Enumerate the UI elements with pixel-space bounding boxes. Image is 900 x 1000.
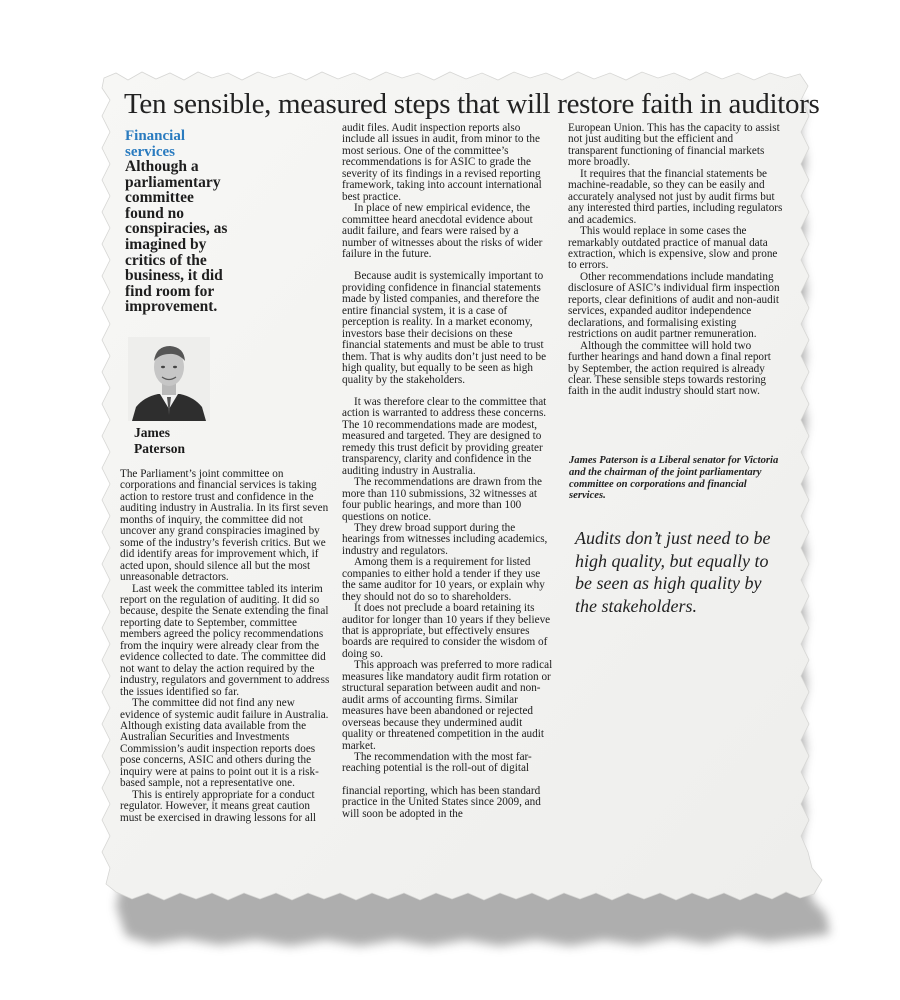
byline: James Paterson xyxy=(134,425,185,456)
paragraph: It was therefore clear to the committee that action is warranted to address these concerns. The 10 recommendations made are modest, measured and targeted. They are designed to remedy this trust deficit by providing greater transparency, clarity and confidence in the auditing industry in Australia. xyxy=(342,395,547,477)
paragraph: The committee did not find any new evidence of systemic audit failure in Australia. Although existing data available from the Australian Securities and Investments Commission’s audit inspection reports does pose concerns, ASIC and others during the inquiry were at pains to point out it is a risk-based sample, not a representative one. xyxy=(120,697,329,790)
section-label: Financial services xyxy=(125,128,186,160)
paragraph: financial reporting, which has been standard practice in the United States since 2009, and will soon be adopted in the xyxy=(342,784,541,820)
paragraph: Because audit is systemically important to providing confidence in financial statements made by listed companies, and therefore the entire financial system, it is a case of perception is reality. In a market economy, investors base their decisions on these financial statements and must be able to trust them. That is why audits don’t just need to be high quality, but equally to be seen as high quality by the stakeholders. xyxy=(342,270,547,386)
paragraph: It does not preclude a board retaining its auditor for longer than 10 years if they believe that is appropriate, but effectively ensures boards are required to consider the wisdom of doing so. xyxy=(342,602,551,660)
paragraph: In place of new empirical evidence, the committee heard anecdotal evidence about audit failure, and fears were raised by a number of witnesses about the risks of wider failure in the future. xyxy=(342,202,543,260)
paragraph: European Union. This has the capacity to assist not just auditing but the efficient and transparent functioning of financial markets more broadly. xyxy=(568,122,780,169)
paragraph: Other recommendations include mandating disclosure of ASIC’s individual firm inspection reports, clear definitions of audit and non-audit services, expanded auditor independence declarations, and formalising existing restrictions on audit partner remuneration. xyxy=(568,270,780,341)
author-photo xyxy=(128,337,210,421)
paragraph: The Parliament’s joint committee on corporations and financial services is taking action to restore trust and confidence in the auditing industry in Australia. In its first seven months of inquiry, the committee did not uncover any grand conspiracies imagined by some of the industry’s feverish critics. But we did identify areas for improvement which, if acted upon, should silence all but the most unreasonable detractors. xyxy=(120,468,329,584)
author-tagline: James Paterson is a Liberal senator for Victoria and the chairman of the joint parliamentary committee on corporations and financial services. xyxy=(569,455,779,502)
paragraph: This would replace in some cases the remarkably outdated practice of manual data extraction, which is expensive, slow and prone to errors. xyxy=(568,225,778,272)
paragraph: Last week the committee tabled its interim report on the regulation of auditing. It did so because, despite the Senate extending the final reporting date to September, committee members agreed the policy recommendations from the inquiry were already clear from the evidence collected to date. The committee did not want to delay the action required by the industry, regulators and government to address the issues identified so far. xyxy=(120,582,330,698)
paragraph: audit files. Audit inspection reports also include all issues in audit, from minor to the most serious. One of the committee’s recommendations is for ASIC to grade the severity of its findings in a revised reporting framework, taking into account international best practice. xyxy=(342,122,542,203)
column-2 xyxy=(342,123,554,820)
paragraph: Although the committee will hold two further hearings and hand down a final report by September, the action required is already clear. These sensible steps towards restoring faith in the audit industry should start now. xyxy=(568,339,771,398)
headline: Ten sensible, measured steps that will restore faith in auditors xyxy=(124,88,820,120)
column-1 xyxy=(120,469,332,824)
paragraph: Among them is a requirement for listed companies to either hold a tender if they use the same auditor for 10 years, or explain why they should not do so to shareholders. xyxy=(342,556,545,603)
paragraph: It requires that the financial statements be machine-readable, so they can be easily and accurately analysed not just by audit firms but any interested third parties, including regulators and academics. xyxy=(568,167,783,226)
paragraph: This is entirely appropriate for a conduct regulator. However, it means great caution must be exercised in drawing lessons for all xyxy=(120,788,317,824)
standfirst: Although a parliamentary committee found no conspiracies, as imagined by critics of the business, it did find room for improvement. xyxy=(125,158,228,316)
column-3 xyxy=(568,123,783,398)
pull-quote: Audits don’t just need to be high quality, but equally to be seen as high quality by the stakeholders. xyxy=(575,528,771,616)
paragraph: The recommendation with the most far-reaching potential is the roll-out of digital xyxy=(342,751,532,775)
paragraph: The recommendations are drawn from the more than 110 submissions, 32 witnesses at four public hearings, and more than 100 questions on notice. xyxy=(342,476,542,523)
paragraph: This approach was preferred to more radical measures like mandatory audit firm rotation or structural separation between audit and non-audit arms of accounting firms. Similar measures have been abandoned or rejected overseas because they undermined audit quality or threatened competition in the audit market. xyxy=(342,659,553,752)
paragraph: They drew broad support during the hearings from witnesses including academics, industry and regulators. xyxy=(342,521,548,557)
